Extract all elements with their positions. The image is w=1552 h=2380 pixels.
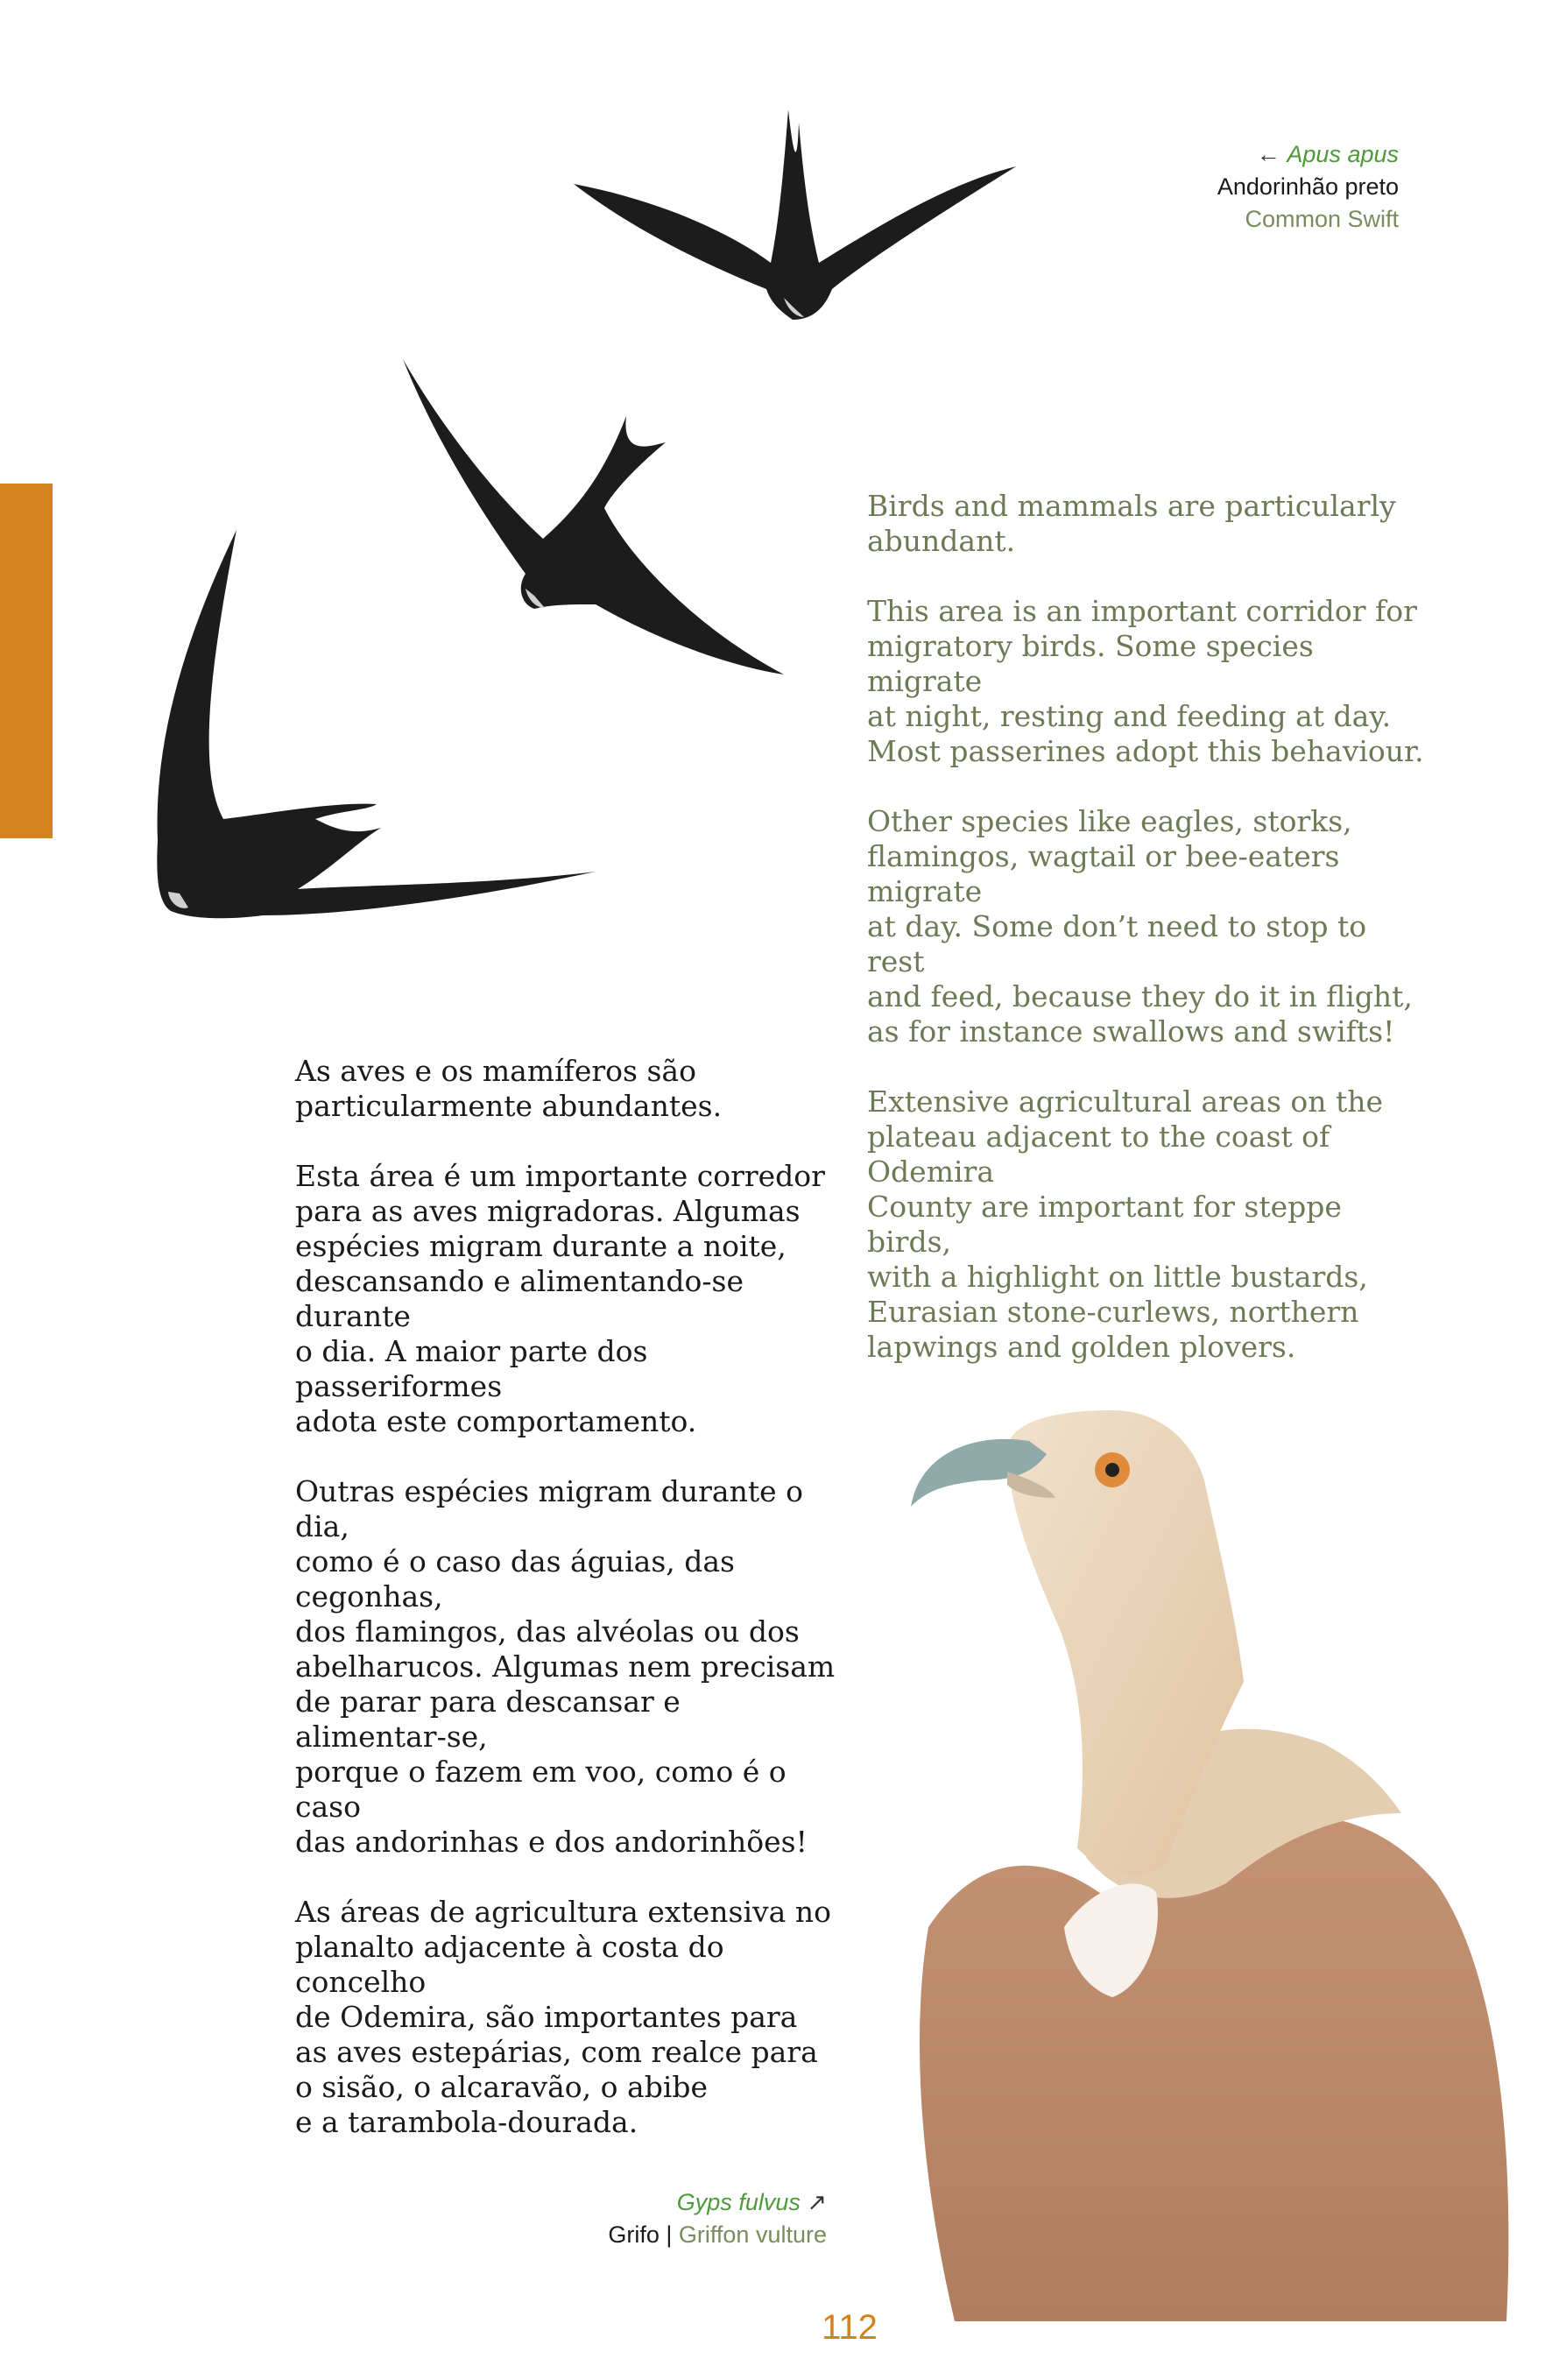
vulture-scientific-name: Gyps fulvus [676, 2189, 801, 2215]
arrow-up-right-icon: ↗ [807, 2189, 827, 2215]
english-paragraph: Birds and mammals are particularly abundant. [867, 489, 1396, 558]
english-paragraph: Extensive agricultural areas on the plateau adjacent to the coast of Odemira County are important for steppe birds, with a highlight on little bustards, Eurasian stone-curlews, northern lapwings and golden plovers. [867, 1084, 1384, 1364]
page-number: 112 [822, 2308, 878, 2347]
swift-portuguese-name: Andorinhão preto [1217, 173, 1399, 200]
english-paragraph: Other species like eagles, storks, flamingos, wagtail or bee-eaters migrate at day. Some don’t need to stop to rest and feed, because they do it in flight, as for instance swallows and swifts! [867, 804, 1413, 1049]
vulture-portuguese-name: Grifo [608, 2221, 660, 2248]
swift-english-name: Common Swift [1245, 206, 1399, 232]
vulture-caption [608, 2186, 827, 2251]
portuguese-paragraph: Esta área é um importante corredor para as aves migradoras. Algumas espécies migram durante a noite, descansando e alimentando-se durante o dia. A maior parte dos passeriformes adota este comportamento. [295, 1159, 825, 1438]
english-paragraph: This area is an important corridor for migratory birds. Some species migrate at night, resting and feeding at day. Most passerines adopt this behaviour. [867, 594, 1424, 768]
arrow-left-icon: ← [1256, 141, 1280, 167]
caption-separator: | [666, 2221, 673, 2248]
swift-scientific-name: Apus apus [1287, 141, 1399, 167]
portuguese-paragraph: As áreas de agricultura extensiva no planalto adjacente à costa do concelho de Odemira, são importantes para as aves estepárias, com realce para o sisão, o alcaravão, o abibe e a tarambola-dourada. [295, 1895, 831, 2139]
portuguese-paragraph: Outras espécies migram durante o dia, como é o caso das águias, das cegonhas, dos flamingos, das alvéolas ou dos abelharucos. Algumas nem precisam de parar para descansar e alimentar-se, porque o fazem em voo, como é o caso das andorinhas e dos andorinhões! [295, 1474, 836, 1859]
vulture-english-name: Griffon vulture [678, 2221, 827, 2248]
portuguese-paragraph: As aves e os mamíferos são particularmente abundantes. [295, 1054, 723, 1123]
